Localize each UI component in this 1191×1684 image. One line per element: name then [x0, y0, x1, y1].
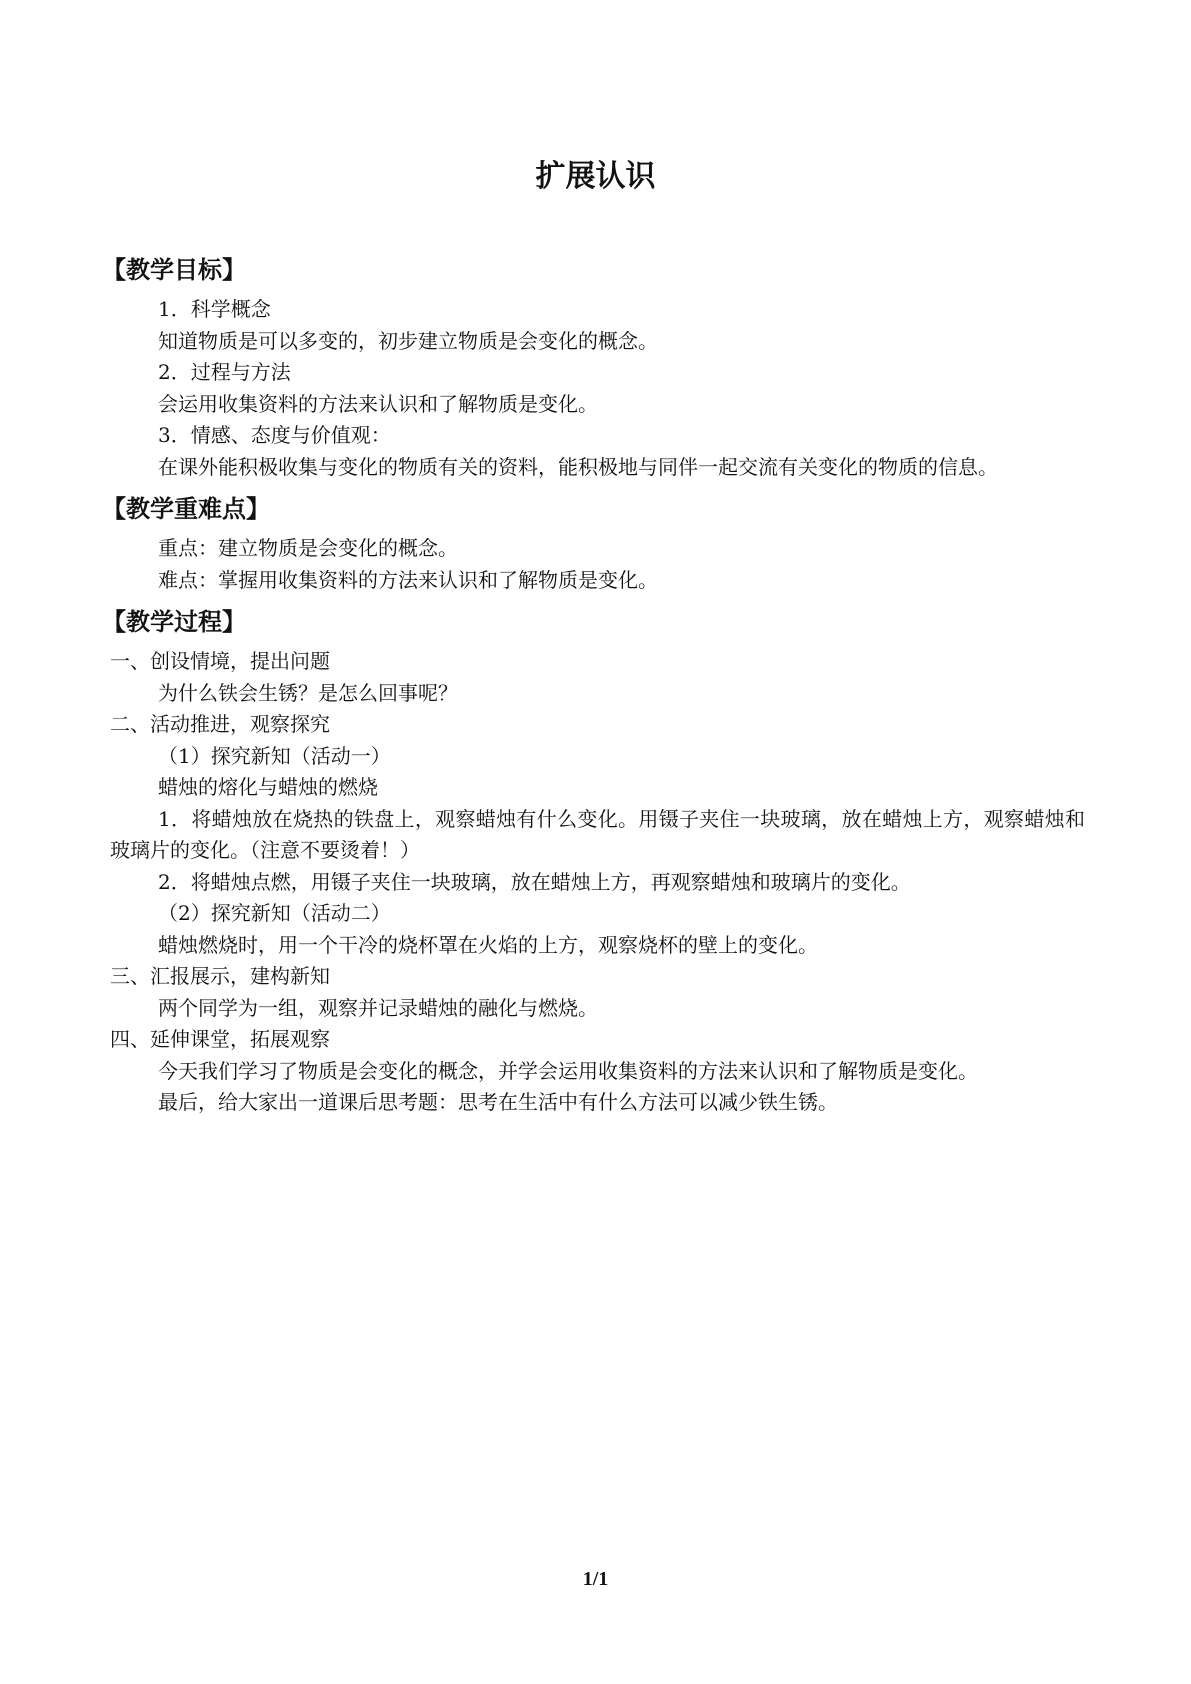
paragraph: 今天我们学习了物质是会变化的概念，并学会运用收集资料的方法来认识和了解物质是变化。 [158, 1058, 978, 1083]
section-heading: 【教学过程】 [102, 608, 246, 636]
document-title: 扩展认识 [535, 159, 656, 194]
process-step-heading: 二、活动推进，观察探究 [110, 712, 330, 736]
process-step-heading: 三、汇报展示，建构新知 [110, 964, 330, 988]
paragraph: 蜡烛的熔化与蜡烛的燃烧 [158, 775, 378, 799]
objective-heading: 3．情感、态度与价值观： [158, 423, 391, 447]
paragraph: 会运用收集资料的方法来认识和了解物质是变化。 [158, 391, 598, 416]
process-step-heading: 四、延伸课堂，拓展观察 [110, 1027, 330, 1051]
paragraph: 最后，给大家出一道课后思考题：思考在生活中有什么方法可以减少铁生锈。 [158, 1090, 838, 1114]
activity-heading: （2）探究新知（活动二） [158, 901, 391, 925]
section-key-difficult-points [102, 491, 1085, 596]
paragraph: 为什么铁会生锈？是怎么回事呢？ [158, 680, 458, 705]
paragraph: 知道物质是可以多变的，初步建立物质是会变化的概念。 [158, 328, 658, 353]
paragraph: 在课外能积极收集与变化的物质有关的资料，能积极地与同伴一起交流有关变化的物质的信息。 [158, 454, 998, 479]
process-step-heading: 一、创设情境，提出问题 [110, 649, 330, 673]
section-teaching-process [102, 604, 1085, 1119]
paragraph: 蜡烛燃烧时，用一个干冷的烧杯罩在火焰的上方，观察烧杯的壁上的变化。 [158, 932, 818, 957]
section-heading: 【教学重难点】 [102, 495, 270, 523]
paragraph: 2．将蜡烛点燃，用镊子夹住一块玻璃，放在蜡烛上方，再观察蜡烛和玻璃片的变化。 [158, 869, 911, 894]
page-number: 1/1 [582, 1568, 609, 1590]
paragraph: 1．将蜡烛放在烧热的铁盘上，观察蜡烛有什么变化。用镊子夹住一块玻璃，放在蜡烛上方，观察蜡烛和玻璃片的变化。（注意不要烫着！） [110, 806, 1085, 862]
section-teaching-objectives [102, 252, 1085, 483]
objective-heading: 2．过程与方法 [158, 360, 291, 384]
paragraph: 两个同学为一组，观察并记录蜡烛的融化与燃烧。 [158, 995, 598, 1020]
objective-heading: 1．科学概念 [158, 297, 271, 321]
paragraph: 难点：掌握用收集资料的方法来认识和了解物质是变化。 [158, 567, 658, 592]
document-body [102, 252, 1085, 1127]
activity-heading: （1）探究新知（活动一） [158, 743, 391, 768]
section-heading: 【教学目标】 [102, 256, 246, 284]
paragraph: 重点：建立物质是会变化的概念。 [158, 536, 458, 560]
